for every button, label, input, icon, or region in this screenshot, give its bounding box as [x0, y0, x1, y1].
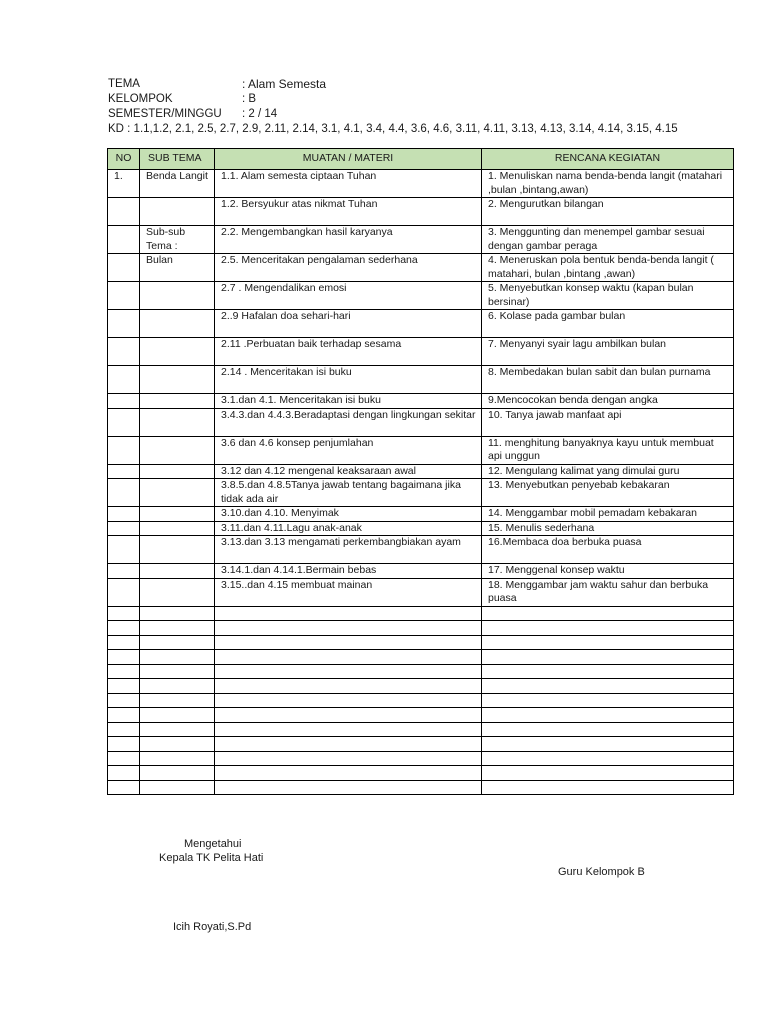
empty-table-row [108, 606, 734, 621]
empty-table-row [108, 766, 734, 781]
cell-kegiatan: 9.Mencocokan benda dengan angka [482, 394, 734, 409]
cell-sub-tema [140, 521, 215, 536]
empty-cell [482, 751, 734, 766]
cell-sub-tema: Bulan [140, 254, 215, 282]
cell-sub-tema [140, 282, 215, 310]
empty-cell [108, 621, 140, 636]
empty-cell [108, 606, 140, 621]
empty-cell [482, 780, 734, 795]
cell-sub-tema [140, 578, 215, 606]
column-header-rencana-kegiatan: RENCANA KEGIATAN [482, 149, 734, 170]
cell-materi: 2.14 . Menceritakan isi buku [215, 366, 482, 394]
cell-kegiatan: 1. Menuliskan nama benda-benda langit (matahari ,bulan ,bintang,awan) [482, 170, 734, 198]
cell-no [108, 282, 140, 310]
semester-label: SEMESTER/MINGGU [108, 108, 222, 120]
empty-cell [108, 650, 140, 665]
column-header-muatan-materi: MUATAN / MATERI [215, 149, 482, 170]
table-row [108, 338, 734, 366]
empty-cell [215, 650, 482, 665]
tema-label: TEMA [108, 78, 140, 90]
cell-sub-tema: Sub-sub Tema : [140, 226, 215, 254]
table-row [108, 507, 734, 522]
empty-table-row [108, 664, 734, 679]
cell-no [108, 408, 140, 436]
table-row [108, 521, 734, 536]
cell-no [108, 366, 140, 394]
empty-cell [140, 766, 215, 781]
empty-cell [482, 606, 734, 621]
empty-cell [140, 737, 215, 752]
table-row [108, 578, 734, 606]
empty-cell [215, 606, 482, 621]
empty-table-row [108, 650, 734, 665]
cell-materi: 2.11 .Perbuatan baik terhadap sesama [215, 338, 482, 366]
cell-materi: 3.8.5.dan 4.8.5Tanya jawab tentang bagaimana jika tidak ada air [215, 479, 482, 507]
empty-table-row [108, 708, 734, 723]
cell-sub-tema [140, 338, 215, 366]
cell-no [108, 564, 140, 579]
kd-line: KD : 1.1,1.2, 2.1, 2.5, 2.7, 2.9, 2.11, 2.14, 3.1, 4.1, 3.4, 4.4, 3.6, 4.6, 3.11, 4.11, 3.13, 4.13, 3.14, 4.14, 3.15, 4.15 [108, 123, 678, 135]
cell-sub-tema [140, 507, 215, 522]
cell-materi: 3.4.3.dan 4.4.3.Beradaptasi dengan lingkungan sekitar [215, 408, 482, 436]
semester-row [108, 107, 678, 122]
empty-cell [108, 679, 140, 694]
signature-acknowledged-label: Mengetahui [184, 838, 242, 850]
cell-kegiatan: 14. Menggambar mobil pemadam kebakaran [482, 507, 734, 522]
cell-materi: 3.13.dan 3.13 mengamati perkembangbiakan ayam [215, 536, 482, 564]
signature-principal-name: Icih Royati,S.Pd [173, 921, 252, 933]
cell-materi: 1.1. Alam semesta ciptaan Tuhan [215, 170, 482, 198]
empty-cell [215, 621, 482, 636]
empty-cell [482, 737, 734, 752]
cell-materi: 3.15..dan 4.15 membuat mainan [215, 578, 482, 606]
cell-no [108, 310, 140, 338]
cell-materi: 2.2. Mengembangkan hasil karyanya [215, 226, 482, 254]
cell-materi: 3.12 dan 4.12 mengenal keaksaraan awal [215, 464, 482, 479]
empty-cell [482, 708, 734, 723]
column-header-no: NO [108, 149, 140, 170]
empty-cell [108, 766, 140, 781]
cell-kegiatan: 16.Membaca doa berbuka puasa [482, 536, 734, 564]
cell-sub-tema [140, 310, 215, 338]
activity-plan-table [107, 148, 734, 795]
table-row [108, 536, 734, 564]
empty-cell [108, 693, 140, 708]
cell-kegiatan: 12. Mengulang kalimat yang dimulai guru [482, 464, 734, 479]
cell-no: 1. [108, 170, 140, 198]
empty-table-row [108, 722, 734, 737]
table-row [108, 464, 734, 479]
empty-cell [140, 606, 215, 621]
cell-kegiatan: 17. Menggenal konsep waktu [482, 564, 734, 579]
empty-cell [140, 693, 215, 708]
cell-sub-tema [140, 366, 215, 394]
cell-materi: 3.10.dan 4.10. Menyimak [215, 507, 482, 522]
empty-cell [140, 635, 215, 650]
cell-kegiatan: 18. Menggambar jam waktu sahur dan berbuka puasa [482, 578, 734, 606]
cell-materi: 3.14.1.dan 4.14.1.Bermain bebas [215, 564, 482, 579]
document-header [108, 77, 678, 137]
table-row [108, 198, 734, 226]
cell-no [108, 464, 140, 479]
cell-kegiatan: 3. Menggunting dan menempel gambar sesuai dengan gambar peraga [482, 226, 734, 254]
table-header-row [108, 149, 734, 170]
empty-cell [482, 766, 734, 781]
cell-materi: 3.11.dan 4.11.Lagu anak-anak [215, 521, 482, 536]
semester-value: : 2 / 14 [242, 108, 278, 120]
empty-table-row [108, 635, 734, 650]
table-body [108, 170, 734, 795]
empty-cell [140, 722, 215, 737]
table-row [108, 310, 734, 338]
cell-materi: 3.1.dan 4.1. Menceritakan isi buku [215, 394, 482, 409]
empty-cell [215, 737, 482, 752]
empty-cell [215, 664, 482, 679]
empty-cell [140, 708, 215, 723]
table-row [108, 564, 734, 579]
empty-cell [140, 679, 215, 694]
cell-no [108, 479, 140, 507]
cell-sub-tema [140, 408, 215, 436]
empty-cell [108, 737, 140, 752]
cell-materi: 2.7 . Mengendalikan emosi [215, 282, 482, 310]
cell-materi: 2..9 Hafalan doa sehari-hari [215, 310, 482, 338]
empty-cell [108, 708, 140, 723]
table-row [108, 479, 734, 507]
cell-sub-tema [140, 564, 215, 579]
empty-cell [215, 635, 482, 650]
empty-table-row [108, 780, 734, 795]
cell-materi: 2.5. Menceritakan pengalaman sederhana [215, 254, 482, 282]
table-row [108, 366, 734, 394]
empty-cell [215, 693, 482, 708]
table-row [108, 226, 734, 254]
cell-no [108, 521, 140, 536]
cell-sub-tema: Benda Langit [140, 170, 215, 198]
cell-kegiatan: 10. Tanya jawab manfaat api [482, 408, 734, 436]
table-row [108, 254, 734, 282]
cell-no [108, 394, 140, 409]
empty-cell [215, 780, 482, 795]
cell-kegiatan: 6. Kolase pada gambar bulan [482, 310, 734, 338]
empty-cell [140, 751, 215, 766]
cell-kegiatan: 15. Menulis sederhana [482, 521, 734, 536]
empty-cell [482, 664, 734, 679]
cell-no [108, 338, 140, 366]
cell-no [108, 507, 140, 522]
table-row [108, 282, 734, 310]
signature-principal-title: Kepala TK Pelita Hati [159, 852, 264, 864]
kelompok-value: : B [242, 93, 257, 105]
cell-kegiatan: 7. Menyanyi syair lagu ambilkan bulan [482, 338, 734, 366]
cell-no [108, 436, 140, 464]
cell-no [108, 536, 140, 564]
empty-cell [140, 650, 215, 665]
empty-table-row [108, 679, 734, 694]
cell-no [108, 198, 140, 226]
empty-cell [482, 635, 734, 650]
empty-table-row [108, 621, 734, 636]
empty-cell [482, 650, 734, 665]
table-row [108, 170, 734, 198]
signature-teacher-title: Guru Kelompok B [558, 866, 645, 878]
cell-no [108, 578, 140, 606]
kelompok-label: KELOMPOK [108, 93, 173, 105]
cell-kegiatan: 8. Membedakan bulan sabit dan bulan purnama [482, 366, 734, 394]
cell-kegiatan: 13. Menyebutkan penyebab kebakaran [482, 479, 734, 507]
cell-sub-tema [140, 536, 215, 564]
tema-value: : Alam Semesta [242, 77, 327, 91]
cell-sub-tema [140, 479, 215, 507]
tema-row [108, 77, 678, 92]
empty-table-row [108, 751, 734, 766]
empty-cell [482, 722, 734, 737]
empty-cell [215, 766, 482, 781]
empty-cell [482, 693, 734, 708]
cell-materi: 3.6 dan 4.6 konsep penjumlahan [215, 436, 482, 464]
table-row [108, 394, 734, 409]
empty-cell [482, 679, 734, 694]
cell-sub-tema [140, 198, 215, 226]
empty-cell [215, 708, 482, 723]
cell-kegiatan: 4. Meneruskan pola bentuk benda-benda langit ( matahari, bulan ,bintang ,awan) [482, 254, 734, 282]
empty-cell [215, 722, 482, 737]
cell-sub-tema [140, 436, 215, 464]
empty-cell [140, 780, 215, 795]
empty-cell [108, 751, 140, 766]
cell-kegiatan: 5. Menyebutkan konsep waktu (kapan bulan bersinar) [482, 282, 734, 310]
empty-cell [108, 722, 140, 737]
empty-cell [140, 621, 215, 636]
cell-materi: 1.2. Bersyukur atas nikmat Tuhan [215, 198, 482, 226]
empty-table-row [108, 737, 734, 752]
kelompok-row [108, 92, 678, 107]
table-row [108, 408, 734, 436]
column-header-sub-tema: SUB TEMA [140, 149, 215, 170]
cell-kegiatan: 2. Mengurutkan bilangan [482, 198, 734, 226]
empty-cell [108, 635, 140, 650]
cell-sub-tema [140, 394, 215, 409]
empty-cell [108, 780, 140, 795]
empty-cell [482, 621, 734, 636]
empty-cell [215, 751, 482, 766]
table-row [108, 436, 734, 464]
cell-kegiatan: 11. menghitung banyaknya kayu untuk membuat api unggun [482, 436, 734, 464]
empty-table-row [108, 693, 734, 708]
empty-cell [215, 679, 482, 694]
cell-no [108, 226, 140, 254]
cell-no [108, 254, 140, 282]
empty-cell [140, 664, 215, 679]
empty-cell [108, 664, 140, 679]
cell-sub-tema [140, 464, 215, 479]
